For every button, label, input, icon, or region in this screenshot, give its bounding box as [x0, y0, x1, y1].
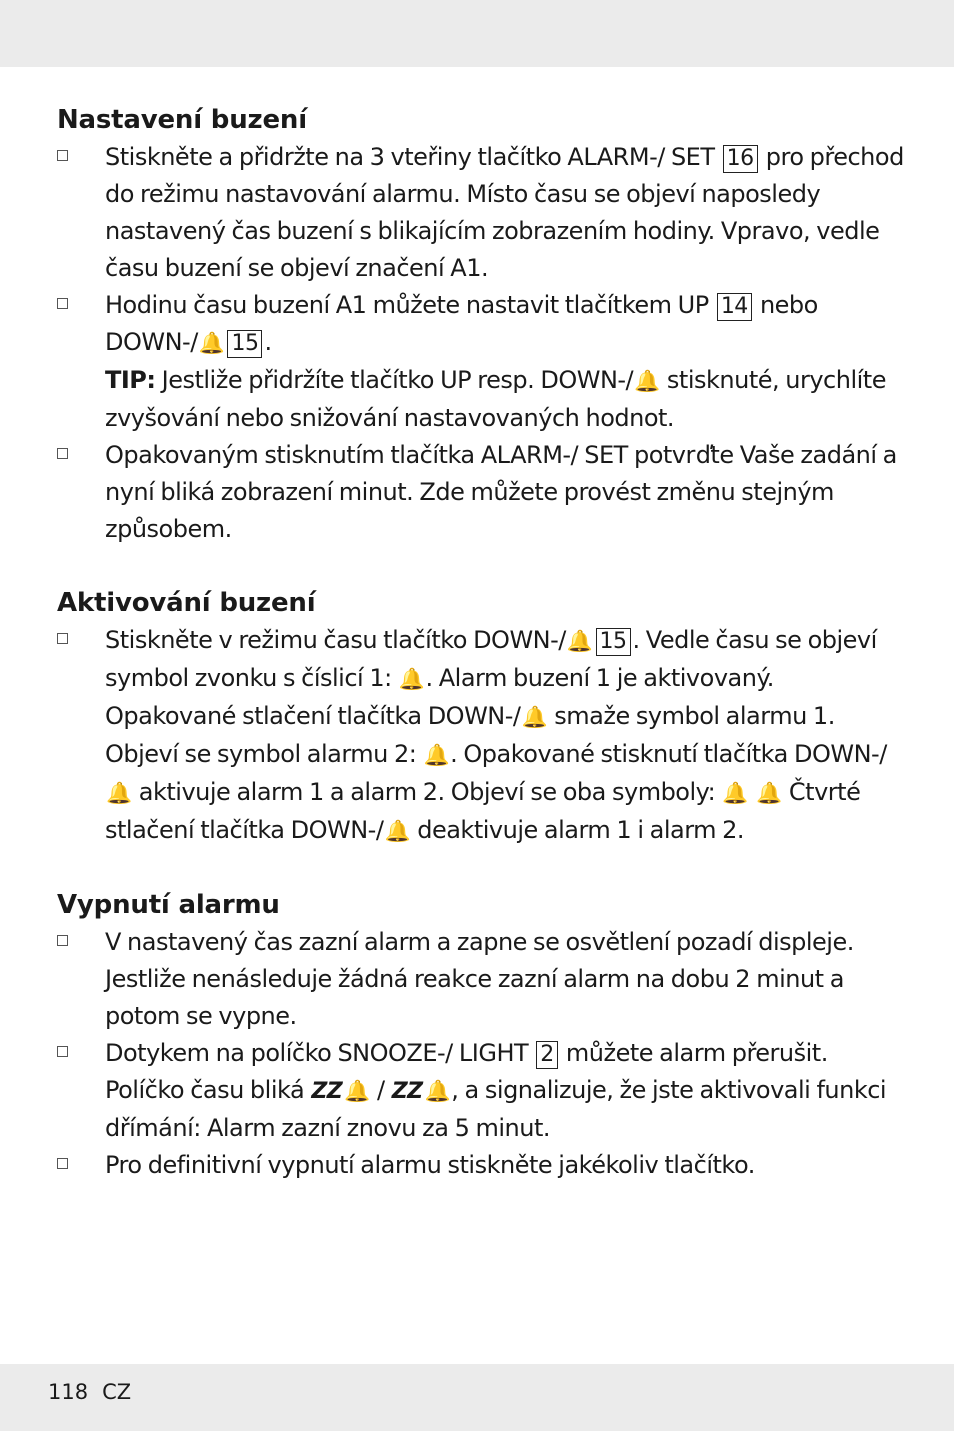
- list-item: Stiskněte a přidržte na 3 vteřiny tlačítko ALARM-/ SET 16 pro přechod do režimu nastavování alarmu. Místo času se objeví naposledy nastavený čas buzení s blikajícím zobrazením hodiny. Vpravo, vedle času buzení se objeví značení A1.: [57, 139, 907, 287]
- button-ref-16: 16: [723, 145, 758, 173]
- language-code: CZ: [102, 1380, 132, 1404]
- bell-icon: 🔔: [521, 705, 548, 729]
- top-band: [0, 0, 954, 67]
- button-ref-2: 2: [536, 1041, 558, 1069]
- section-title: Aktivování buzení: [57, 588, 316, 618]
- list-item: Opakovaným stisknutím tlačítka ALARM-/ SET potvrďte Vaše zadání a nyní bliká zobrazení minut. Zde můžete provést změnu stejným způsobem.: [57, 437, 907, 548]
- bell-2-icon: 🔔: [756, 781, 782, 805]
- square-bullet-icon: [57, 150, 68, 161]
- bell-icon: 🔔: [198, 331, 225, 355]
- list-item: V nastavený čas zazní alarm a zapne se osvětlení pozadí displeje. Jestliže nenásleduje žádná reakce zazní alarm na dobu 2 minut a potom se vypne.: [57, 924, 907, 1035]
- button-ref-14: 14: [717, 293, 752, 321]
- bell-1-icon: 🔔: [344, 1079, 370, 1103]
- square-bullet-icon: [57, 1158, 68, 1169]
- bell-1-icon: 🔔: [722, 781, 748, 805]
- page-number: 118: [48, 1380, 89, 1404]
- section-alarm-off: [57, 887, 907, 1184]
- square-bullet-icon: [57, 298, 68, 309]
- button-ref-15: 15: [596, 628, 631, 656]
- list-item: Stiskněte v režimu času tlačítko DOWN-/🔔 15 . Vedle času se objeví symbol zvonku s číslicí 1: 🔔. Alarm buzení 1 je aktivovaný. Opakované stlačení tlačítka DOWN-/🔔 smaže symbol alarmu 1. Objeví se symbol alarmu 2: 🔔. Opakované stisknutí tlačítka DOWN-/🔔 aktivuje alarm 1 a alarm 2. Objeví se oba symboly: 🔔 🔔 Čtvrté stlačení tlačítka DOWN-/🔔 deaktivuje alarm 1 i alarm 2.: [57, 622, 907, 850]
- section-alarm-setting: [57, 102, 907, 548]
- section-alarm-activation: [57, 585, 907, 850]
- button-ref-15: 15: [227, 330, 262, 358]
- bell-icon: 🔔: [634, 369, 660, 393]
- page-content: [57, 102, 907, 1221]
- page-footer: [48, 1378, 145, 1406]
- list-item: Dotykem na políčko SNOOZE-/ LIGHT 2 můžete alarm přerušit. Políčko času bliká ZZ🔔 / ZZ🔔, a signalizuje, že jste aktivovali funkci dřímání: Alarm zazní znovu za 5 minut.: [57, 1035, 907, 1147]
- section-title: Nastavení buzení: [57, 105, 307, 135]
- bell-icon: 🔔: [384, 819, 411, 843]
- tip-label: TIP:: [105, 366, 156, 394]
- section-title: Vypnutí alarmu: [57, 890, 280, 920]
- square-bullet-icon: [57, 448, 68, 459]
- bell-1-icon: 🔔: [398, 667, 425, 691]
- list-item: Hodinu času buzení A1 můžete nastavit tlačítkem UP 14 nebo DOWN-/🔔 15 . TIP: Jestliže přidržíte tlačítko UP resp. DOWN-/🔔 stisknuté, urychlíte zvyšování nebo snižování nastavovaných hodnot.: [57, 287, 907, 437]
- square-bullet-icon: [57, 633, 68, 644]
- list-item: Pro definitivní vypnutí alarmu stiskněte jakékoliv tlačítko.: [57, 1147, 907, 1184]
- square-bullet-icon: [57, 935, 68, 946]
- bell-icon: 🔔: [106, 781, 132, 805]
- square-bullet-icon: [57, 1046, 68, 1057]
- bell-2-icon: 🔔: [423, 743, 450, 767]
- snooze-zz-icon: ZZ: [391, 1079, 423, 1104]
- bell-2-icon: 🔔: [424, 1079, 451, 1103]
- bell-icon: 🔔: [566, 629, 593, 653]
- snooze-zz-icon: ZZ: [311, 1079, 343, 1104]
